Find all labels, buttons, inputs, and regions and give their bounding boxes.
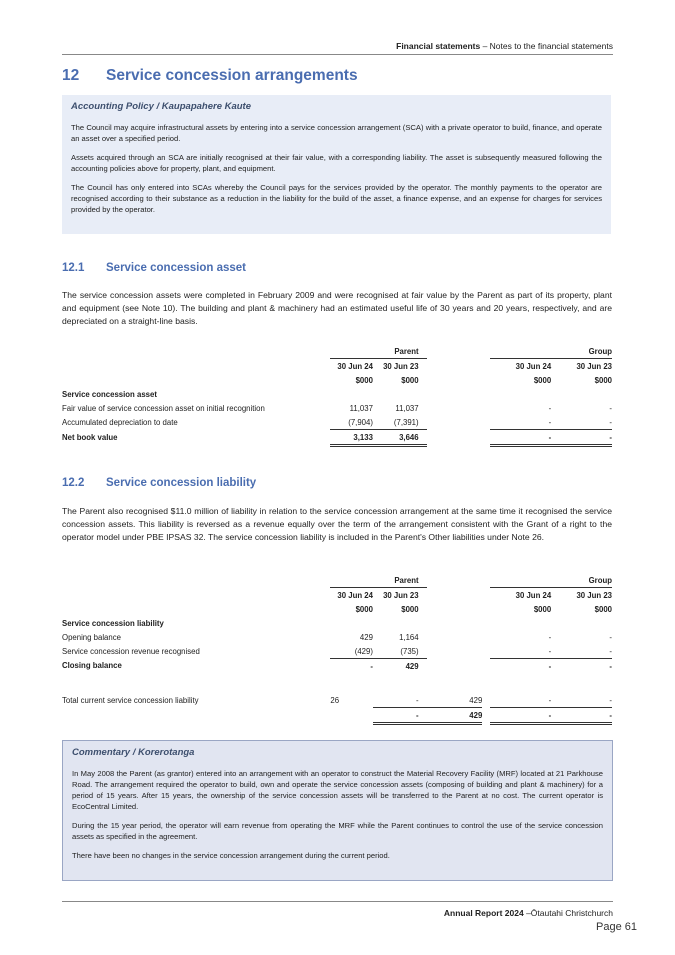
group-label: Group <box>588 575 612 585</box>
liability-table: Parent Group 30 Jun 24 30 Jun 23 30 Jun 24 30 Jun 23 $000 $000 $000 $000 Service concession liability Opening balance 429 1,164 - - Service concession revenue recognised (429) (735) - - Closing balance - 429 - - Total current service concession liability 26 - 429 - - - 429 - - <box>62 573 612 725</box>
table-row: Fair value of service concession asset on initial recognition 11,037 11,037 - - <box>62 403 612 413</box>
parent-label: Parent <box>394 575 419 585</box>
running-header: Financial statements – Notes to the financial statements <box>396 41 613 51</box>
commentary-box <box>62 740 613 881</box>
commentary-paragraph: In May 2008 the Parent (as grantor) entered into an arrangement with an operator to construct the Material Recovery Facility (MRF) located at 21 Parkhouse Road. The arrangement required the operator to build, own and operate the service concession assets (composing of building and plant & machinery) for a period of 15 years. After 15 years, the ownership of the service concession assets will be transferred to the Parent at no cost. The current operator is EcoCentral Limited. <box>72 769 603 811</box>
accounting-policy-box <box>62 95 611 234</box>
footer-rule <box>62 901 613 902</box>
policy-paragraph: The Council has only entered into SCAs whereby the Council pays for the services provided by the operator. The monthly payments to the operator are recognised according to their substance as a reduction in the liability for the build of the asset, a finance expense, and an expense for charges for services provided by the operator. <box>71 183 602 214</box>
table-row: Accumulated depreciation to date (7,904) (7,391) - - <box>62 415 612 430</box>
asset-paragraph: The service concession assets were completed in February 2009 and were recognised at fair value by the Parent as part of its property, plant and equipment (see Note 10). The building and plant & machinery had an estimated useful life of 30 years and 20 years, respectively, and are depreciated on a straight-line basis. <box>62 290 612 326</box>
table-row: Total current service concession liability 26 - 429 - - <box>62 693 612 708</box>
liability-paragraph: The Parent also recognised $11.0 million of liability in relation to the service concession arrangement at the same time it recognised the service concession assets. This liability is reversed as a revenue equally over the term of the arrangement consistent with the Grant of a right to the operator model under PBE IPSAS 32. The service concession liability is included in the Parent's Other liabilities under Note 26. <box>62 506 612 542</box>
commentary-paragraph: There have been no changes in the service concession arrangement during the current period. <box>72 851 390 860</box>
policy-paragraph: Assets acquired through an SCA are initially recognised at their fair value, with a corresponding liability. The asset is subsequently measured following the accounting policies above for property, plant, and equipment. <box>71 153 602 173</box>
table-row: Service concession revenue recognised (429) (735) - - <box>62 644 612 659</box>
commentary-title: Commentary / Korerotanga <box>72 747 195 758</box>
commentary-paragraph: During the 15 year period, the operator will earn revenue from operating the MRF while the Parent continues to control the use of the service concession assets as specified in the agreement. <box>72 821 603 841</box>
table-row: Net book value 3,133 3,646 - - <box>62 430 612 446</box>
running-footer: Annual Report 2024 –Ōtautahi Christchurch <box>443 908 613 918</box>
policy-title: Accounting Policy / Kaupapahere Kaute <box>71 101 252 112</box>
table-row: Closing balance - 429 - - <box>62 661 612 671</box>
table-subheading: Service concession liability <box>62 618 164 628</box>
table-row: Opening balance 429 1,164 - - <box>62 632 612 642</box>
table-row: - 429 - - <box>62 708 612 724</box>
table-subheading: Service concession asset <box>62 389 157 399</box>
liability-heading: 12.2 Service concession liability <box>62 477 257 489</box>
asset-table: Parent Group 30 Jun 24 30 Jun 23 30 Jun 24 30 Jun 23 $000 $000 $000 $000 Service concession asset Fair value of service concession asset on initial recognition 11,037 11,037 - - Accumulated depreciation to date (7,904) (7,391) - - Net book value 3,133 3,646 - - <box>62 344 612 447</box>
asset-heading: 12.1 Service concession asset <box>62 262 246 274</box>
section-title: 12 Service concession arrangements <box>62 67 358 84</box>
parent-label: Parent <box>394 346 419 356</box>
group-label: Group <box>588 346 612 356</box>
policy-paragraph: The Council may acquire infrastructural assets by entering into a service concession arrangement (SCA) with a private operator to build, finance, and operate an asset over a specified period. <box>71 123 602 143</box>
page-number: Page 61 <box>596 921 637 933</box>
header-rule <box>62 54 613 55</box>
